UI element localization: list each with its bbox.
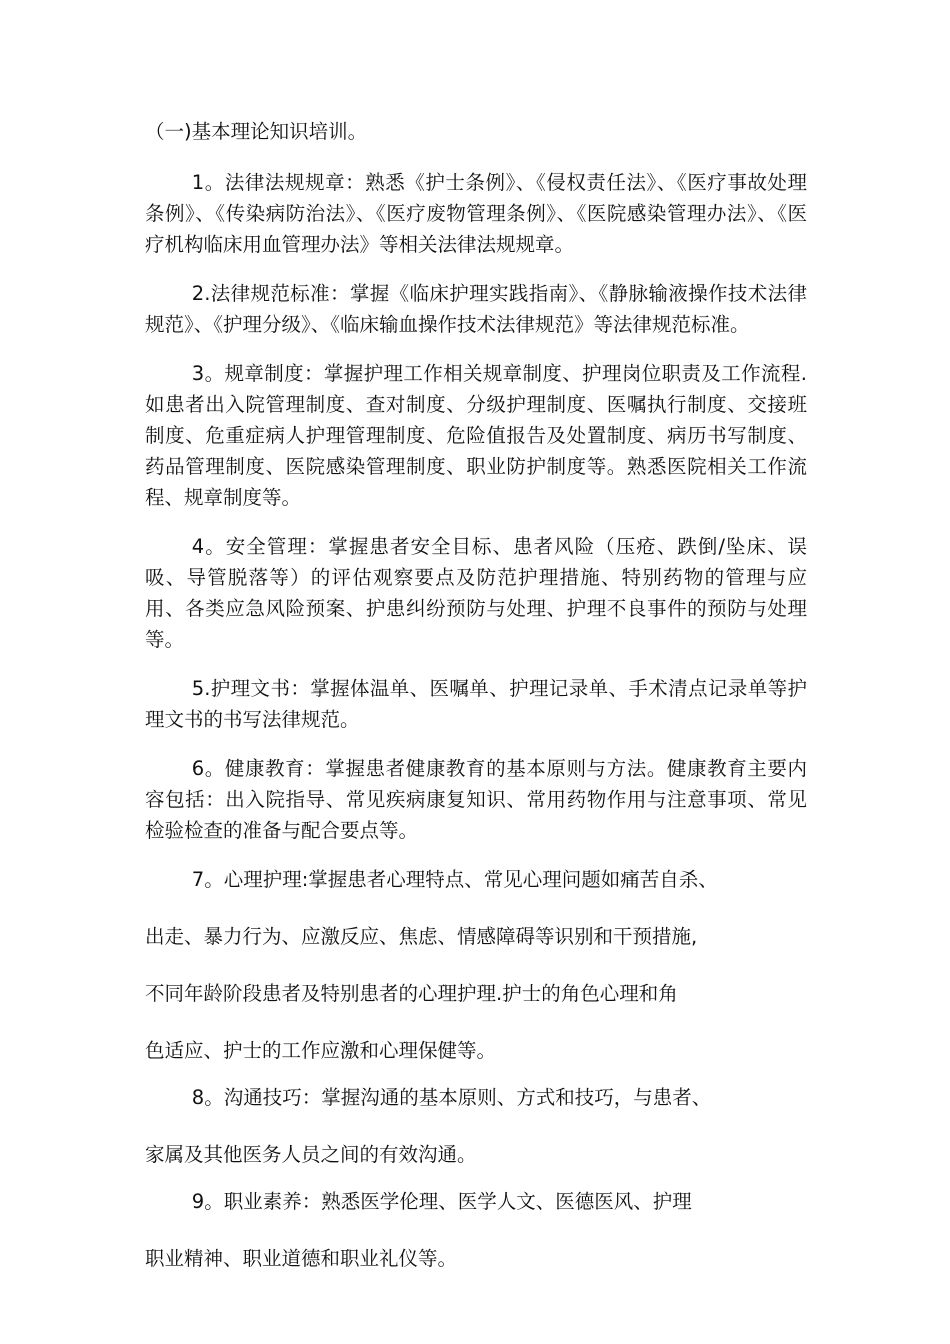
paragraph-communication	[145, 1082, 807, 1170]
paragraph-documents: 5.护理文书：掌握体温单、医嘱单、护理记录单、手术清点记录单等护理文书的书写法律规范。	[145, 677, 807, 731]
paragraph-rules: 3。规章制度：掌握护理工作相关规章制度、护理岗位职责及工作流程.如患者出入院管理制度、查对制度、分级护理制度、医嘱执行制度、交接班制度、危重症病人护理管理制度、危险值报告及处置制度、病历书写制度、药品管理制度、医院感染管理制度、职业防护制度等。熟悉医院相关工作流程、规章制度等。	[145, 362, 807, 509]
text-line: 不同年龄阶段患者及特别患者的心理护理.护士的角色心理和角	[145, 982, 678, 1005]
document-body	[145, 116, 807, 1274]
paragraph-psychological-care	[145, 864, 807, 1066]
text-line: 职业精神、职业道德和职业礼仪等。	[145, 1247, 458, 1270]
paragraph-standards: 2.法律规范标准：掌握《临床护理实践指南》、《静脉输液操作技术法律规范》、《护理分级》、《临床输血操作技术法律规范》等法律规范标准。	[145, 282, 807, 336]
text-line: 出走、暴力行为、应激反应、焦虑、情感障碍等识别和干预措施,	[145, 925, 698, 948]
text-line: 9。职业素养：熟悉医学伦理、医学人文、医德医风、护理	[191, 1190, 692, 1213]
paragraph-professionalism	[145, 1186, 807, 1274]
text-line: 色适应、护士的工作应激和心理保健等。	[145, 1039, 497, 1062]
text-line: 家属及其他医务人员之间的有效沟通。	[145, 1143, 477, 1166]
text-line: 8。沟通技巧：掌握沟通的基本原则、方式和技巧，与患者、	[191, 1086, 712, 1109]
text-line: 7。心理护理:掌握患者心理特点、常见心理问题如痛苦自杀、	[191, 868, 718, 891]
paragraph-health-education: 6。健康教育：掌握患者健康教育的基本原则与方法。健康教育主要内容包括：出入院指导、常见疾病康复知识、常用药物作用与注意事项、常见检验检查的准备与配合要点等。	[145, 757, 807, 842]
section-heading: （一)基本理论知识培训。	[145, 120, 368, 143]
paragraph-safety: 4。安全管理：掌握患者安全目标、患者风险（压疮、跌倒/坠床、误吸、导管脱落等）的评估观察要点及防范护理措施、特别药物的管理与应用、各类应急风险预案、护患纠纷预防与处理、护理不良事件的预防与处理等。	[145, 535, 807, 651]
paragraph-laws: 1。法律法规规章：熟悉《护士条例》、《侵权责任法》、《医疗事故处理条例》、《传染病防治法》、《医疗废物管理条例》、《医院感染管理办法》、《医疗机构临床用血管理办法》等相关法律法规规章。	[145, 171, 807, 256]
